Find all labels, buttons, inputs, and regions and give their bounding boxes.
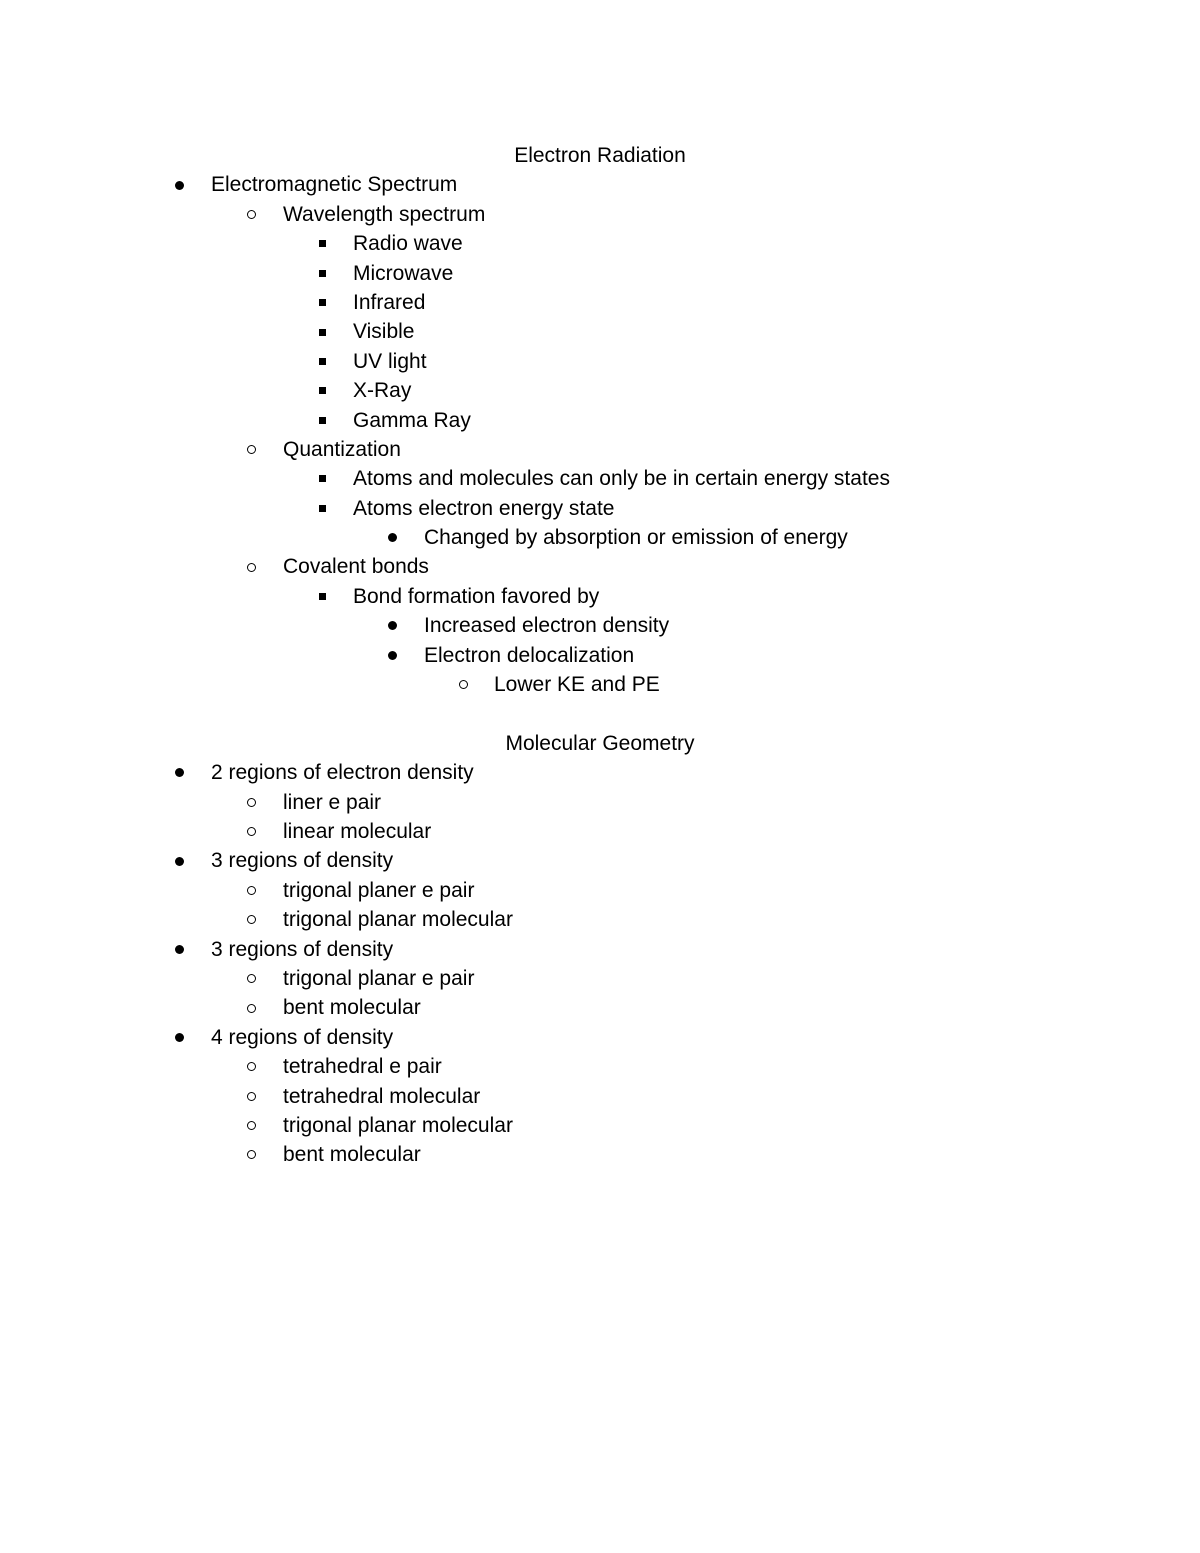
list-item: [0, 964, 1200, 993]
square-icon: [319, 387, 326, 394]
list-item: [0, 1082, 1200, 1111]
bullet-circle-icon: [247, 905, 256, 934]
bullet-square-icon: [319, 259, 326, 288]
section-title: Molecular Geometry: [505, 731, 695, 755]
list-item-text: 3 regions of density: [211, 937, 394, 961]
bullet-disc-icon: [388, 641, 397, 670]
list-item-text: Microwave: [353, 261, 454, 285]
list-item: [0, 905, 1200, 934]
list-item-text: Visible: [353, 320, 415, 344]
circle-icon: [247, 210, 256, 219]
list-item: [0, 1140, 1200, 1169]
square-icon: [319, 358, 326, 365]
list-item: [0, 523, 1200, 552]
disc-icon: [175, 945, 184, 954]
bullet-circle-icon: [247, 993, 256, 1022]
bullet-circle-icon: [247, 817, 256, 846]
list-item-text: Radio wave: [353, 232, 463, 256]
list-item-text: bent molecular: [283, 996, 421, 1020]
list-item-text: tetrahedral e pair: [283, 1055, 442, 1079]
list-item: [0, 876, 1200, 905]
list-item: [0, 670, 1200, 699]
bullet-disc-icon: [388, 611, 397, 640]
circle-icon: [247, 915, 256, 924]
circle-icon: [247, 1062, 256, 1071]
bullet-circle-icon: [247, 1111, 256, 1140]
circle-icon: [247, 1004, 256, 1013]
circle-icon: [247, 1150, 256, 1159]
list-item-text: liner e pair: [283, 790, 382, 814]
disc-icon: [388, 533, 397, 542]
list-item-text: Infrared: [353, 290, 426, 314]
circle-icon: [247, 563, 256, 572]
list-item: [0, 817, 1200, 846]
list-item: [0, 935, 1200, 964]
list-item: [0, 788, 1200, 817]
bullet-circle-icon: [247, 552, 256, 581]
bullet-square-icon: [319, 347, 326, 376]
disc-icon: [175, 768, 184, 777]
list-item-text: Lower KE and PE: [494, 673, 660, 697]
list-item-text: trigonal planar molecular: [283, 908, 513, 932]
list-item-text: Changed by absorption or emission of energy: [424, 526, 848, 550]
list-item: [0, 170, 1200, 199]
bullet-square-icon: [319, 288, 326, 317]
list-item-text: 2 regions of electron density: [211, 761, 474, 785]
circle-icon: [459, 680, 468, 689]
square-icon: [319, 417, 326, 424]
list-item-text: Electromagnetic Spectrum: [211, 173, 458, 197]
list-item: [0, 288, 1200, 317]
list-item-text: trigonal planar e pair: [283, 966, 475, 990]
disc-icon: [388, 651, 397, 660]
section-spacer: [0, 699, 1200, 728]
square-icon: [319, 299, 326, 306]
circle-icon: [247, 886, 256, 895]
bullet-circle-icon: [247, 200, 256, 229]
list-item-text: Gamma Ray: [353, 408, 471, 432]
list-item-text: Wavelength spectrum: [283, 202, 486, 226]
square-icon: [319, 270, 326, 277]
bullet-disc-icon: [388, 523, 397, 552]
list-item: [0, 1023, 1200, 1052]
list-item-text: Increased electron density: [424, 614, 670, 638]
list-item: [0, 993, 1200, 1022]
disc-icon: [175, 857, 184, 866]
bullet-square-icon: [319, 406, 326, 435]
bullet-circle-icon: [247, 1082, 256, 1111]
bullet-square-icon: [319, 229, 326, 258]
circle-icon: [247, 827, 256, 836]
list-item-text: Covalent bonds: [283, 555, 429, 579]
list-item: [0, 1111, 1200, 1140]
bullet-circle-icon: [247, 876, 256, 905]
list-item: [0, 435, 1200, 464]
list-item-text: 3 regions of density: [211, 849, 394, 873]
section-title: Electron Radiation: [514, 144, 686, 167]
list-item-text: 4 regions of density: [211, 1025, 394, 1049]
bullet-square-icon: [319, 317, 326, 346]
circle-icon: [247, 1092, 256, 1101]
circle-icon: [247, 1121, 256, 1130]
square-icon: [319, 505, 326, 512]
list-item-text: bent molecular: [283, 1143, 421, 1167]
list-item: [0, 406, 1200, 435]
list-item: [0, 846, 1200, 875]
circle-icon: [247, 798, 256, 807]
list-item: [0, 347, 1200, 376]
disc-icon: [175, 181, 184, 190]
square-icon: [319, 240, 326, 247]
list-item-text: linear molecular: [283, 819, 432, 843]
list-item-text: Atoms electron energy state: [353, 496, 615, 520]
bullet-square-icon: [319, 582, 326, 611]
list-item-text: Electron delocalization: [424, 643, 635, 667]
list-item: [0, 494, 1200, 523]
list-item-text: tetrahedral molecular: [283, 1084, 481, 1108]
bullet-disc-icon: [175, 170, 184, 199]
list-item-text: Atoms and molecules can only be in certain energy states: [353, 467, 890, 491]
list-item: [0, 200, 1200, 229]
list-item-text: Quantization: [283, 437, 401, 461]
circle-icon: [247, 974, 256, 983]
list-item: [0, 552, 1200, 581]
square-icon: [319, 475, 326, 482]
list-item: [0, 582, 1200, 611]
list-item: [0, 1052, 1200, 1081]
bullet-circle-icon: [247, 964, 256, 993]
disc-icon: [388, 621, 397, 630]
bullet-disc-icon: [175, 846, 184, 875]
bullet-disc-icon: [175, 1023, 184, 1052]
list-item-text: Bond formation favored by: [353, 584, 600, 608]
list-item-text: X-Ray: [353, 379, 412, 403]
bullet-disc-icon: [175, 758, 184, 787]
list-item-text: UV light: [353, 349, 427, 373]
bullet-circle-icon: [247, 1052, 256, 1081]
list-item: [0, 611, 1200, 640]
square-icon: [319, 593, 326, 600]
bullet-circle-icon: [247, 788, 256, 817]
list-item: [0, 317, 1200, 346]
bullet-circle-icon: [459, 670, 468, 699]
bullet-square-icon: [319, 494, 326, 523]
list-item-text: trigonal planar molecular: [283, 1113, 513, 1137]
square-icon: [319, 329, 326, 336]
list-item: [0, 376, 1200, 405]
list-item: [0, 259, 1200, 288]
bullet-square-icon: [319, 376, 326, 405]
document-body: [0, 141, 1200, 1170]
bullet-circle-icon: [247, 1140, 256, 1169]
bullet-circle-icon: [247, 435, 256, 464]
disc-icon: [175, 1033, 184, 1042]
list-item-text: trigonal planer e pair: [283, 878, 475, 902]
list-item: [0, 641, 1200, 670]
list-item: [0, 464, 1200, 493]
bullet-square-icon: [319, 464, 326, 493]
list-item: [0, 229, 1200, 258]
bullet-disc-icon: [175, 935, 184, 964]
list-item: [0, 758, 1200, 787]
circle-icon: [247, 445, 256, 454]
